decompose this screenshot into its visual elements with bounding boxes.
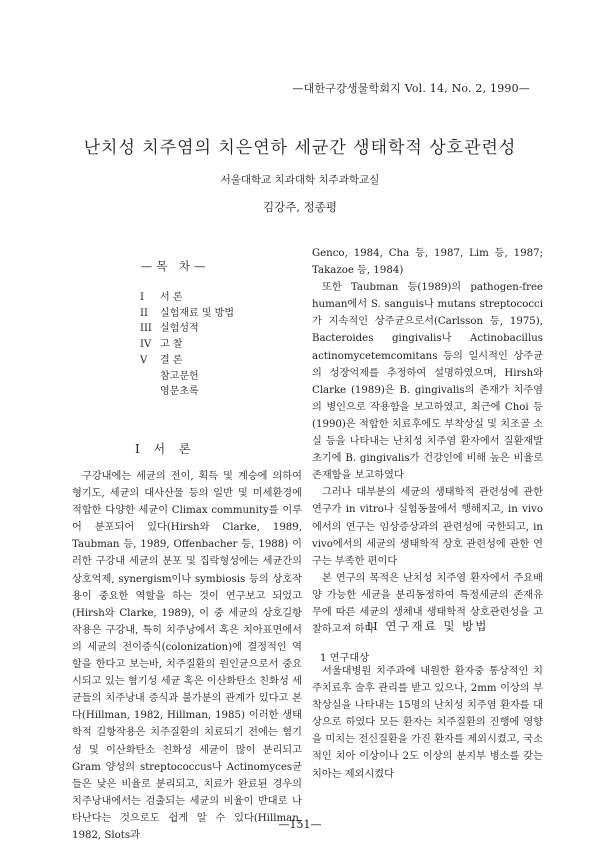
page-number: —151— <box>278 818 322 831</box>
table-of-contents <box>140 290 234 400</box>
paragraph: 그러나 대부분의 세균의 생태학적 관련성에 관한 연구가 in vitro나 실험동물에서 행해지고, in vivo에서의 연구는 임상증상과의 관련성에 국한되고, in vivo에서의 세균의 생태학적 상호 관련성에 관한 연구는 부족한 편이다 <box>312 487 543 567</box>
authors: 김강주, 정종평 <box>263 200 337 214</box>
materials-text <box>312 663 543 783</box>
section-heading-introduction: I 서 론 <box>135 442 196 456</box>
paragraph: 구강내에는 세균의 전이, 획득 및 계승에 의하여 형기도, 세균의 대사산물 등의 일반 및 미세환경에 적합한 다양한 세균이 Climax community를 이루어 분포되어 있다(Hirsh와 Clarke, 1989, Taubman 등, 1989, Offenbacher 등, 1988) 이러한 구강내 세균의 분포 및 집락형성에는 세균간의 상호억제, synergism이나 symbiosis 등의 상호작용이 중요한 역할을 하는 것이 연구보고 되었고(Hirsh와 Clarke, 1989), 이 중 세균의 상호길항작용은 구강내, 특히 치주낭에서 혹은 치아표면에서의 세균의 전이증식(colonization)에 결정적인 역할을 한다고 보는바, 치주질환의 원인균으로서 중요시되고 있는 혐기성 세균 혹은 이산화탄소 친화성 세균들의 치주낭내 증식과 불가분의 관계가 있다고 본다(Hillman, 1982, Hillman, 1985) 이러한 생태학적 길항작용은 치주질환의 치료되기 전에는 혐기성 및 이산화탄소 친화성 세균이 많이 분리되고 Gram 양성의 streptococcus나 Actinomyces균들은 낮은 비율로 분리되고, 치료가 완료된 경우의 치주낭내에서는 검출되는 세균의 비율이 반대로 나타난다는 것으로도 쉽게 알 수 있다(Hillman, 1982, Slots과 <box>72 471 302 841</box>
paragraph: 본 연구의 목적은 난치성 치주염 환자에서 주요배양 가능한 세균을 분리동정하여 특정세균의 존재유무에 따른 세균의 생체내 생태학적 상호관련성을 고찰하고져 하다 <box>312 572 543 636</box>
toc-heading: —목 차— <box>140 259 210 273</box>
running-header: —대한구강생물학회지 Vol. 14, No. 2, 1990— <box>292 82 530 95</box>
affiliation: 서울대학교 치과대학 치주과학교실 <box>220 174 380 186</box>
introduction-text <box>72 468 302 844</box>
toc-item: IV 고 찰 <box>140 339 183 351</box>
section-heading-materials-methods: II 연구재료 및 방법 <box>366 619 489 633</box>
paragraph: Genco, 1984, Cha 등, 1987, Lim 등, 1987; Takazoe 등, 1984) <box>312 248 543 277</box>
toc-item: 참고문헌 <box>160 370 199 382</box>
article-title: 난치성 치주염의 치은연하 세균간 생태학적 상호관련성 <box>83 138 517 158</box>
subsection-heading: 1 연구대상 <box>320 653 370 664</box>
right-column-text <box>312 245 543 638</box>
toc-item: V 결 론 <box>140 354 183 366</box>
paragraph: 서울대병원 치주과에 내원한 환자중 통상적인 치주치료후 술후 관리를 받고 있으나, 2mm 이상의 부착상실을 나타내는 15명의 난치성 치주염 환자를 대상으로 하였다 모든 환자는 치주질환의 진행에 영향을 미치는 전신질환을 가진 환자를 제외시켰고, 국소적인 치아 이상이나 2도 이상의 분지부 병소를 갖는 치아는 제외시켰다 <box>312 666 543 780</box>
toc-item: II 실험재료 및 방법 <box>140 307 234 319</box>
paragraph: 또한 Taubman 등(1989)의 pathogen-free human에서 S. sanguis나 mutans streptococci가 지속적인 상주균으로서(Carlsson 등, 1975), Bacteroides gingivalis나 Actinobacillus actinomycetemcomitans 등의 일시적인 상주균의 성장억제를 추정하여 설명하였으며, Hirsh와 Clarke (1989)은 B. gingivalis의 존재가 치주염의 병인으로 작용함을 보고하였고, 최근에 Choi 등(1990)은 적합한 치료후에도 부착상실 및 치조골 소실 등을 나타내는 난치성 치주염 환자에서 질환재발 초기에 B. gingivalis가 건강인에 비해 높은 비율로 존재함을 보고하였다 <box>312 282 543 482</box>
toc-item: III 실험성적 <box>140 323 199 335</box>
toc-item: I 서 론 <box>140 292 183 303</box>
toc-item: 영문초록 <box>160 386 199 398</box>
